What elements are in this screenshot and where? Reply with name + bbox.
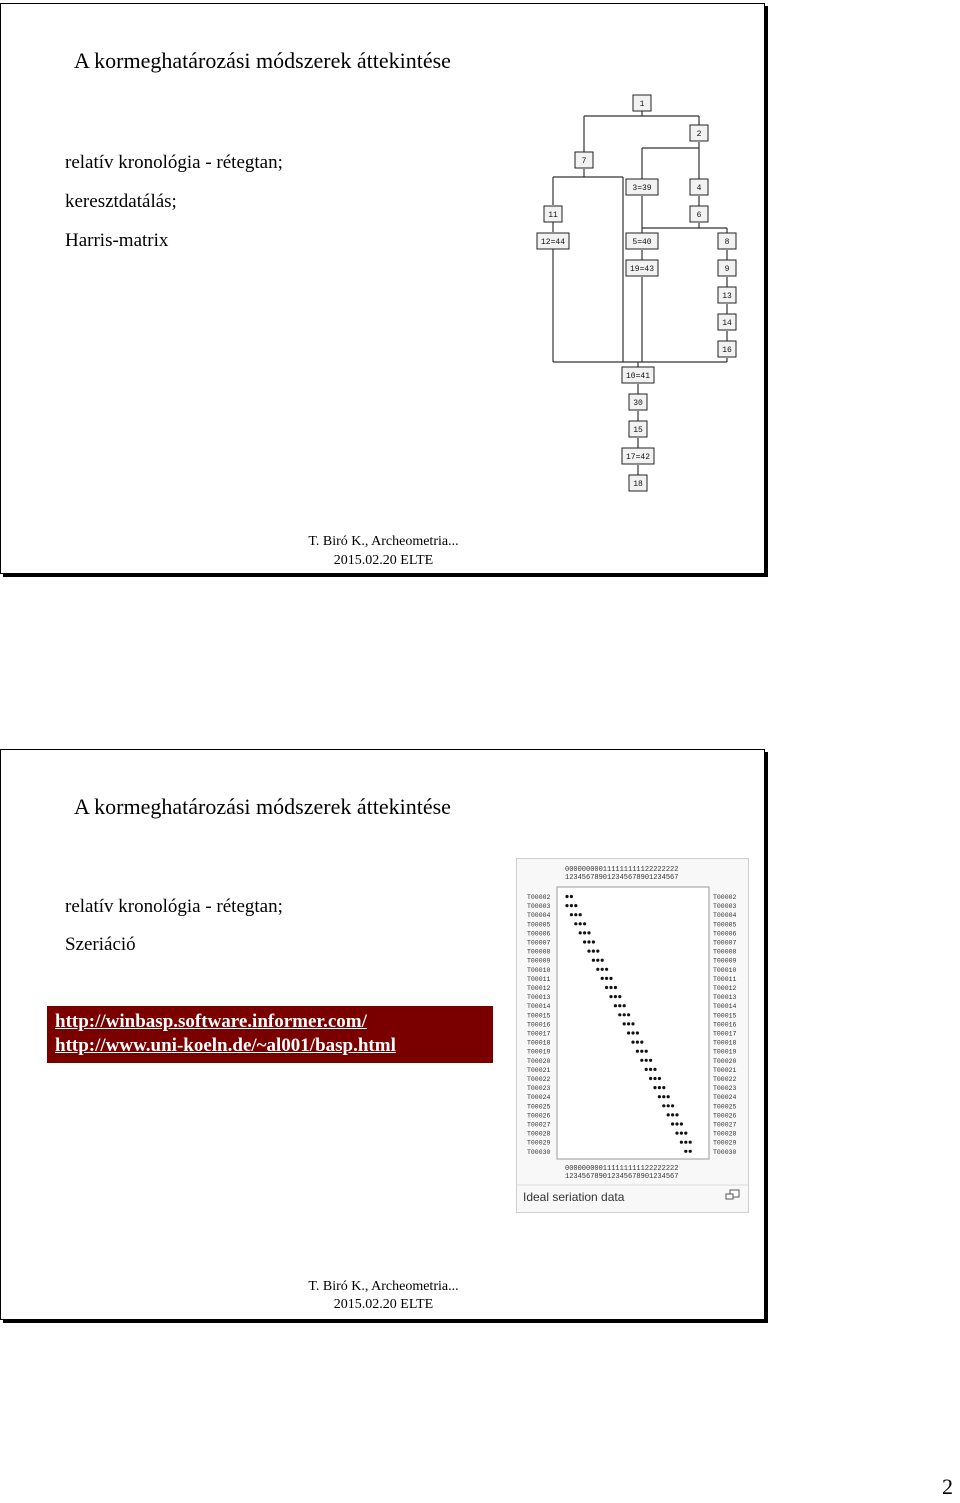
harris-node — [690, 206, 708, 222]
seriation-row-label-left: T00007 — [527, 939, 551, 947]
slide-footer-date: 2015.02.20 ELTE — [333, 1297, 434, 1312]
slide-harris-matrix — [0, 3, 765, 574]
harris-node-label: 10=41 — [625, 372, 651, 381]
seriation-dot — [565, 904, 568, 907]
seriation-dot — [689, 1141, 692, 1144]
seriation-row-label-right: T00024 — [713, 1094, 737, 1102]
seriation-row-label-left: T00025 — [527, 1103, 551, 1111]
seriation-dot — [583, 940, 586, 943]
seriation-dot — [574, 904, 577, 907]
seriation-figure — [516, 858, 749, 1213]
harris-node-label: 30 — [633, 399, 643, 408]
harris-matrix-svg — [523, 94, 748, 494]
harris-matrix-diagram — [523, 94, 748, 499]
links-box — [47, 1006, 493, 1063]
seriation-dot — [618, 1013, 621, 1016]
seriation-dot — [605, 986, 608, 989]
harris-node — [690, 179, 708, 195]
seriation-row-label-right: T00006 — [713, 930, 737, 938]
seriation-row-label-right: T00028 — [713, 1130, 737, 1138]
seriation-dot — [570, 904, 573, 907]
harris-node — [629, 421, 647, 437]
seriation-row-label-right: T00025 — [713, 1103, 737, 1111]
seriation-dot — [614, 995, 617, 998]
seriation-dot — [627, 1022, 630, 1025]
seriation-dot — [649, 1059, 652, 1062]
seriation-dot — [614, 1004, 617, 1007]
harris-node — [622, 367, 654, 383]
seriation-dot — [653, 1077, 656, 1080]
harris-node-label: 14 — [722, 319, 732, 328]
seriation-dot — [592, 959, 595, 962]
seriation-dot — [653, 1086, 656, 1089]
seriation-dot — [675, 1122, 678, 1125]
seriation-dot — [618, 995, 621, 998]
harris-node-label: 13 — [722, 292, 732, 301]
seriation-dot — [579, 922, 582, 925]
slide-title: A kormeghatározási módszerek áttekintése — [74, 794, 451, 819]
seriation-dot — [640, 1059, 643, 1062]
seriation-dot — [667, 1104, 670, 1107]
seriation-row-label-left: T00023 — [527, 1085, 551, 1093]
seriation-dot — [636, 1031, 639, 1034]
seriation-dot — [671, 1104, 674, 1107]
seriation-row-label-left: T00010 — [527, 966, 551, 974]
seriation-dot — [579, 931, 582, 934]
seriation-header-top-1: 000000000111111111122222222 — [565, 866, 679, 874]
seriation-dot — [658, 1095, 661, 1098]
seriation-row-label-right: T00017 — [713, 1030, 737, 1038]
seriation-dot — [605, 977, 608, 980]
harris-node — [629, 394, 647, 410]
seriation-dot — [658, 1077, 661, 1080]
harris-node-label: 15 — [633, 426, 643, 435]
harris-node-label: 3=39 — [632, 184, 652, 193]
seriation-row-label-left: T00012 — [527, 985, 551, 992]
seriation-dot — [609, 995, 612, 998]
seriation-row-label-right: T00019 — [713, 1048, 737, 1056]
seriation-dot — [640, 1041, 643, 1044]
seriation-row-label-left: T00008 — [527, 948, 551, 956]
seriation-dot — [627, 1013, 630, 1016]
seriation-dot — [601, 977, 604, 980]
harris-node — [537, 233, 569, 249]
enlarge-icon[interactable] — [726, 1190, 739, 1199]
seriation-dot — [671, 1122, 674, 1125]
seriation-dot — [662, 1086, 665, 1089]
seriation-header-bottom-1: 000000000111111111122222222 — [565, 1165, 679, 1173]
seriation-row-label-left: T00018 — [527, 1039, 551, 1047]
seriation-dot — [675, 1113, 678, 1116]
slide-title: A kormeghatározási módszerek áttekintése — [74, 48, 451, 73]
seriation-row-label-right: T00021 — [713, 1066, 737, 1074]
seriation-dot — [631, 1041, 634, 1044]
seriation-dot — [579, 913, 582, 916]
seriation-row-label-left: T00017 — [527, 1030, 551, 1038]
seriation-row-label-right: T00003 — [713, 903, 737, 911]
seriation-dot — [684, 1141, 687, 1144]
seriation-row-label-left: T00002 — [527, 894, 551, 901]
seriation-dot — [605, 968, 608, 971]
seriation-row-label-left: T00019 — [527, 1048, 551, 1056]
seriation-row-label-left: T00009 — [527, 957, 551, 965]
seriation-dot — [684, 1132, 687, 1135]
harris-node-label: 11 — [548, 211, 558, 220]
slide-footer-author: T. Biró K., Archeometria... — [308, 534, 459, 549]
seriation-caption: Ideal seriation data — [523, 1190, 625, 1204]
seriation-row-label-left: T00016 — [527, 1021, 551, 1029]
slide-seriation — [0, 749, 765, 1320]
seriation-dot — [618, 1004, 621, 1007]
seriation-row-label-right: T00004 — [713, 912, 737, 920]
seriation-svg — [517, 859, 748, 1212]
seriation-header-bottom-2: 123456789012345678901234567 — [565, 1173, 679, 1181]
harris-node — [626, 233, 658, 249]
harris-node — [718, 287, 736, 303]
seriation-row-label-left: T00013 — [527, 994, 551, 1002]
seriation-row-label-right: T00012 — [713, 985, 737, 992]
seriation-row-label-left: T00026 — [527, 1112, 551, 1120]
slide-footer-author: T. Biró K., Archeometria... — [308, 1279, 459, 1294]
harris-node — [544, 206, 562, 222]
harris-node — [575, 152, 593, 168]
page-number: 2 — [942, 1474, 953, 1499]
seriation-row-label-right: T00011 — [713, 975, 737, 983]
seriation-dot — [596, 959, 599, 962]
seriation-dot — [570, 895, 573, 898]
harris-node — [690, 125, 708, 141]
harris-node — [626, 260, 658, 276]
seriation-dot — [623, 1022, 626, 1025]
seriation-row-label-left: T00024 — [527, 1094, 551, 1102]
seriation-row-label-right: T00007 — [713, 939, 737, 947]
seriation-dot — [570, 913, 573, 916]
harris-node-label: 4 — [696, 184, 702, 193]
harris-node — [718, 233, 736, 249]
seriation-row-label-right: T00026 — [713, 1112, 737, 1120]
harris-node-label: 1 — [639, 100, 645, 109]
seriation-dot — [583, 922, 586, 925]
seriation-row-label-right: T00027 — [713, 1121, 737, 1129]
link-uni-koeln-basp[interactable]: http://www.uni-koeln.de/~al001/basp.html — [55, 1035, 396, 1056]
seriation-dot — [667, 1113, 670, 1116]
bullet-seriation: Szeriáció — [65, 934, 136, 955]
seriation-dot — [653, 1068, 656, 1071]
seriation-dot — [596, 950, 599, 953]
seriation-dot — [645, 1068, 648, 1071]
seriation-dot — [649, 1077, 652, 1080]
seriation-dot — [658, 1086, 661, 1089]
seriation-row-label-right: T00016 — [713, 1021, 737, 1029]
seriation-row-label-right: T00008 — [713, 948, 737, 956]
seriation-row-label-left: T00014 — [527, 1003, 551, 1011]
harris-node-label: 2 — [696, 130, 702, 139]
seriation-dot — [592, 940, 595, 943]
harris-node — [718, 260, 736, 276]
seriation-dot — [675, 1132, 678, 1135]
seriation-dot — [574, 922, 577, 925]
harris-node — [626, 179, 658, 195]
seriation-dot — [684, 1150, 687, 1153]
harris-nodes — [537, 95, 736, 491]
harris-node-label: 17=42 — [625, 453, 651, 462]
seriation-dot — [631, 1031, 634, 1034]
harris-node — [633, 95, 651, 111]
seriation-dot — [636, 1050, 639, 1053]
seriation-dot — [636, 1041, 639, 1044]
seriation-dot — [689, 1150, 692, 1153]
seriation-dot — [623, 1013, 626, 1016]
seriation-dot — [645, 1059, 648, 1062]
seriation-row-label-left: T00011 — [527, 975, 551, 983]
seriation-dot — [680, 1132, 683, 1135]
seriation-row-label-right: T00020 — [713, 1057, 737, 1065]
seriation-row-label-right: T00022 — [713, 1076, 737, 1083]
harris-node-label: 7 — [581, 157, 587, 166]
seriation-row-label-right: T00010 — [713, 966, 737, 974]
seriation-row-label-left: T00020 — [527, 1057, 551, 1065]
link-winbasp-informer[interactable]: http://winbasp.software.informer.com/ — [55, 1011, 367, 1032]
seriation-dot — [631, 1022, 634, 1025]
seriation-row-label-right: T00030 — [713, 1148, 737, 1156]
seriation-row-label-right: T00015 — [713, 1012, 737, 1020]
seriation-dot — [680, 1141, 683, 1144]
harris-node-label: 16 — [722, 346, 732, 355]
seriation-row-label-left: T00022 — [527, 1076, 551, 1083]
seriation-row-label-right: T00023 — [713, 1085, 737, 1093]
bullet-harris-matrix: Harris-matrix — [65, 230, 169, 251]
seriation-dot — [583, 931, 586, 934]
slide-footer-date: 2015.02.20 ELTE — [333, 553, 434, 568]
seriation-row-label-right: T00014 — [713, 1003, 737, 1011]
seriation-row-label-right: T00009 — [713, 957, 737, 965]
seriation-dot — [574, 913, 577, 916]
seriation-row-label-left: T00015 — [527, 1012, 551, 1020]
seriation-header-top-2: 123456789012345678901234567 — [565, 874, 679, 882]
seriation-dot — [592, 950, 595, 953]
seriation-dot — [640, 1050, 643, 1053]
seriation-dot — [601, 968, 604, 971]
seriation-dot — [609, 986, 612, 989]
seriation-row-label-left: T00005 — [527, 921, 551, 929]
harris-node — [622, 448, 654, 464]
seriation-dot — [623, 1004, 626, 1007]
seriation-dot — [614, 986, 617, 989]
seriation-row-label-left: T00003 — [527, 903, 551, 911]
harris-node-label: 18 — [633, 480, 643, 489]
harris-node-label: 5=40 — [632, 238, 652, 247]
harris-node — [629, 475, 647, 491]
seriation-row-label-right: T00029 — [713, 1139, 737, 1147]
bullet-relative-chronology: relatív kronológia - rétegtan; — [65, 896, 283, 917]
seriation-row-label-left: T00029 — [527, 1139, 551, 1147]
seriation-row-label-left: T00021 — [527, 1066, 551, 1074]
seriation-dot — [609, 977, 612, 980]
seriation-row-label-right: T00002 — [713, 894, 737, 901]
harris-node-label: 9 — [724, 265, 730, 274]
harris-node — [718, 314, 736, 330]
seriation-row-label-left: T00006 — [527, 930, 551, 938]
bullet-relative-chronology: relatív kronológia - rétegtan; — [65, 152, 283, 173]
seriation-dot — [596, 968, 599, 971]
seriation-dot — [587, 950, 590, 953]
seriation-dot — [671, 1113, 674, 1116]
seriation-dot — [565, 895, 568, 898]
bullet-cross-dating: keresztdatálás; — [65, 191, 177, 212]
harris-node-label: 6 — [696, 211, 702, 220]
seriation-row-label-left: T00028 — [527, 1130, 551, 1138]
seriation-dot — [662, 1104, 665, 1107]
seriation-dot — [649, 1068, 652, 1071]
seriation-dot — [587, 931, 590, 934]
seriation-row-label-right: T00018 — [713, 1039, 737, 1047]
seriation-row-label-left: T00030 — [527, 1148, 551, 1156]
seriation-row-label-right: T00005 — [713, 921, 737, 929]
harris-node-label: 19=43 — [629, 265, 655, 274]
seriation-row-label-left: T00004 — [527, 912, 551, 920]
seriation-dot — [667, 1095, 670, 1098]
seriation-dot — [587, 940, 590, 943]
seriation-row-label-left: T00027 — [527, 1121, 551, 1129]
seriation-dot — [601, 959, 604, 962]
seriation-row-label-right: T00013 — [713, 994, 737, 1002]
harris-node — [718, 341, 736, 357]
seriation-dot — [627, 1031, 630, 1034]
harris-node-label: 12=44 — [540, 238, 566, 247]
seriation-dot — [645, 1050, 648, 1053]
seriation-dot — [680, 1122, 683, 1125]
harris-node-label: 8 — [724, 238, 730, 247]
seriation-dot — [662, 1095, 665, 1098]
